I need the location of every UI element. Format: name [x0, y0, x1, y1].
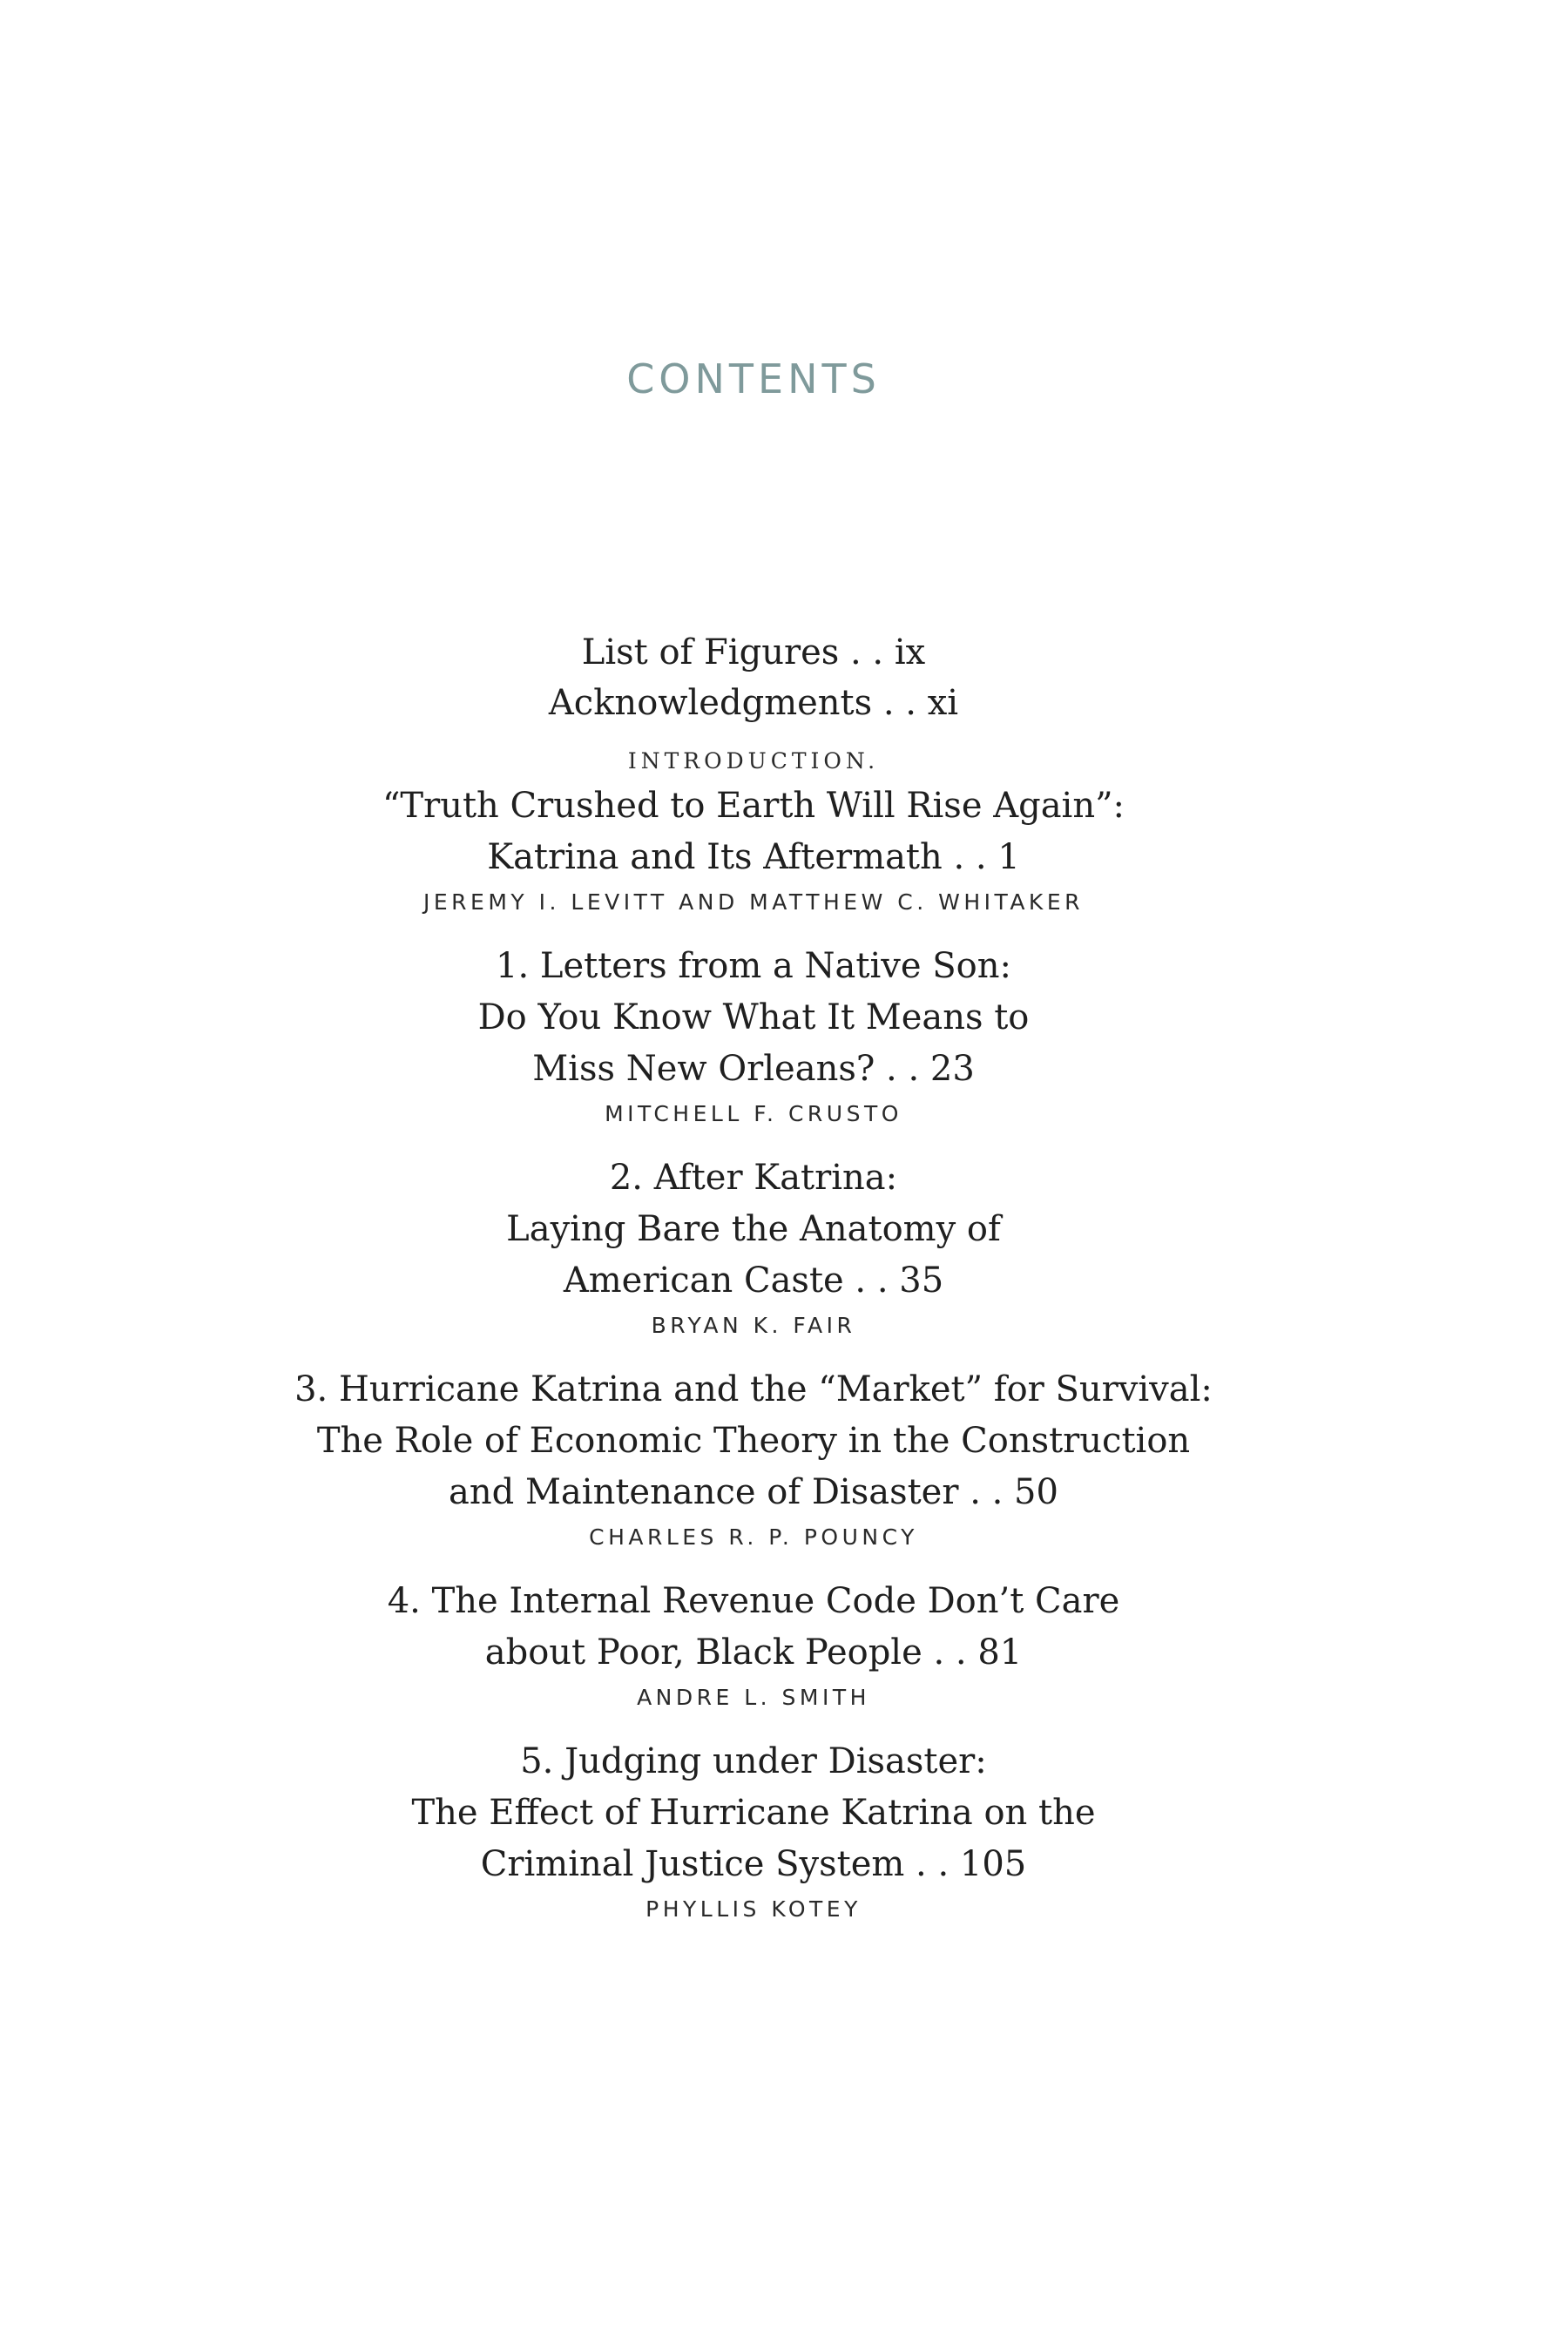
entry-author: MITCHELL F. CRUSTO — [605, 1101, 902, 1126]
toc-entry-chapter-3 — [0, 1364, 1507, 1557]
toc-entry-chapter-2 — [0, 1152, 1507, 1345]
entry-author: PHYLLIS KOTEY — [645, 1896, 862, 1922]
entry-title-line: 2. After Katrina: — [609, 1158, 898, 1198]
table-of-contents — [0, 627, 1507, 1929]
contents-heading: CONTENTS — [626, 355, 881, 402]
entry-title-line: 5. Judging under Disaster: — [520, 1741, 987, 1781]
entry-title-line: “Truth Crushed to Earth Will Rise Again”: — [382, 786, 1125, 826]
entry-title-line: 3. Hurricane Katrina and the “Market” for Survival: — [294, 1369, 1213, 1409]
entry-title-line: 1. Letters from a Native Son: — [496, 946, 1011, 986]
entry-author: CHARLES R. P. POUNCY — [589, 1524, 918, 1550]
entry-title-line: about Poor, Black People . . 81 — [484, 1632, 1023, 1673]
toc-entry-chapter-5 — [0, 1736, 1507, 1929]
toc-entry-chapter-1 — [0, 941, 1507, 1133]
introduction-label: INTRODUCTION. — [627, 748, 880, 774]
toc-front-matter-acknowledgments: Acknowledgments . . xi — [548, 683, 959, 723]
entry-title-line: 4. The Internal Revenue Code Don’t Care — [387, 1581, 1120, 1621]
entry-title-line: American Caste . . 35 — [563, 1260, 944, 1301]
entry-title-line: and Maintenance of Disaster . . 50 — [449, 1472, 1058, 1512]
toc-entry-introduction — [0, 742, 1507, 922]
entry-title-line: Laying Bare the Anatomy of — [506, 1209, 1001, 1249]
entry-title-line: Criminal Justice System . . 105 — [480, 1844, 1027, 1884]
entry-title-line: Katrina and Its Aftermath . . 1 — [487, 837, 1020, 877]
entry-title-line: Miss New Orleans? . . 23 — [532, 1049, 975, 1089]
entry-author: JEREMY I. LEVITT AND MATTHEW C. WHITAKER — [423, 889, 1084, 915]
entry-author: BRYAN K. FAIR — [651, 1313, 856, 1338]
entry-author: ANDRE L. SMITH — [637, 1685, 870, 1710]
toc-entry-chapter-4 — [0, 1576, 1507, 1717]
entry-title-line: The Effect of Hurricane Katrina on the — [411, 1793, 1096, 1833]
toc-front-matter-figures: List of Figures . . ix — [581, 632, 926, 672]
entry-title-line: Do You Know What It Means to — [477, 997, 1030, 1037]
entry-title-line: The Role of Economic Theory in the Construction — [316, 1421, 1191, 1461]
